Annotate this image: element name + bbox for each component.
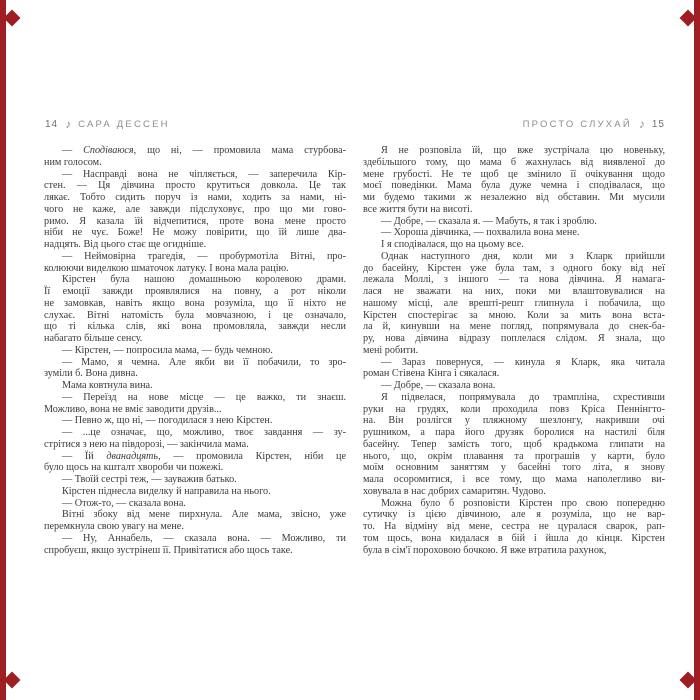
text-line: ним голосом. [44,156,102,168]
paragraph [363,251,665,357]
text-line: Мама ковтнула вина. [62,380,153,391]
text-line: лякає. Тобто сидить поруч із нами, ходить за нами, ні- [44,192,346,203]
text-line: — Насправді вона не чіпляється, — заперечила Кір- [62,168,346,180]
paragraph [363,145,665,216]
paragraph [44,498,346,510]
paragraph [44,274,346,345]
corner-ornament-icon [4,672,21,689]
paragraph [363,227,665,239]
paragraph [44,145,346,169]
text-line: — Мамо, я чемна. Але якби ви її побачили, то зро- [62,356,346,368]
text-line: ніби не чує. Боже! Не можу повірити, що їй лише два- [44,227,346,239]
paragraph [44,533,346,557]
text-line: руки на грудях, коли проходила повз Кріса Пеннінгто- [363,403,665,415]
left-page-text [44,145,346,556]
text-line: рушником, а пара його друзяк боролися на настилі біля [363,427,665,438]
paragraph [44,451,346,475]
text-line: лежала Моллі, з іншого — та нова дівчина. Я намага- [363,274,665,286]
text-line: Я не розповіла їй, що вже зустрічала цю новеньку, [381,145,665,156]
text-line: мене грубості. Не те щоб це змінило її очікування щодо [363,168,665,180]
text-line: стрітися з нею на півдорозі, — закінчила мама. [44,438,249,450]
right-header-title: ПРОСТО СЛУХАЙ [522,118,632,130]
paragraph [363,357,665,381]
text-line: моїм основним заняттям у басейні того літа, я знову [363,462,665,474]
text-line: — Певно ж, що ні, — погодилася з нею Кірстен. [62,415,273,427]
text-line: перемкнула свою увагу на мене. [44,521,184,532]
text-line: Можливо, вона не вміє заводити друзів... [44,403,222,415]
text-line: — Їй дванадцять, — промовила Кірстен, ніби це [62,450,346,462]
text-line: до басейну, Кірстен уже була там, з одного боку від неї [363,262,665,274]
text-line: — Неймовірна трагедія, — пробурмотіла Вітні, про- [62,250,346,262]
text-line: що ті кілька слів, які вона промовляла, завжди несли [44,321,346,333]
text-line: — Добре, — сказала я. — Мабуть, я так і зроблю. [381,215,597,227]
red-page-edge-right [694,0,700,700]
paragraph [44,486,346,498]
text-line: ховувала в нас добрих самаритян. Чудово. [363,485,546,497]
text-line: не замовкав, навіть якщо вона розуміла, що її ніхто не [44,297,346,309]
paragraph [44,251,346,275]
text-line: — Кірстен, — попросила мама, — будь чемною. [62,344,273,356]
text-line: зуміли б. Вона дивна. [44,368,138,380]
text-line: нього, що, окрім плавання та програшів у карти, було [363,450,665,462]
text-line: Кірстен була нашою домашньою королевою драми. [62,274,346,286]
right-page-text [363,145,665,556]
paragraph [44,345,346,357]
right-page-number: 15 [651,118,665,130]
paragraph [44,169,346,251]
text-line: римо. Я казала їй відчепитися, проте вона мене просто [44,215,346,227]
text-line: сутичку із цією дівчиною, але я розуміла, що не вар- [363,509,665,521]
text-line: спробуєш, якщо зустрінеш її. Привітатися або щось таке. [44,544,293,556]
text-line: — Зараз повернуся, — кинула я Кларк, яка читала [381,356,665,368]
text-line: — ...це означає, що, можливо, твоє завдання — зу- [62,427,346,438]
text-line: — Добре, — сказала вона. [381,380,496,391]
paragraph [363,239,665,251]
text-line: ми будемо такими ж незалежно від обставин. Ми мусили [363,192,665,203]
text-line: ла й, кинувши на мене погляд, попрямувала до снек-ба- [363,321,665,333]
text-line: мала осоромитися, і все тому, що мама наполегливо ви- [363,474,665,485]
text-line: моєї поведінки. Мама була дуже чемна і сподівалася, що [363,180,665,192]
text-line: том щось, вона кидалася в бій і йшла до кінця. Кірстен [363,532,665,544]
text-line: ру, нова дівчина відразу поплелася слідом. Я знала, що [363,333,665,344]
text-line: слухає. Вітні натомість була мовчазною, і це означало, [44,309,346,321]
paragraph [363,498,665,557]
paragraph [44,474,346,486]
text-line: Кірстен спостерігає за мною. Коли за мить вона вста- [363,309,665,321]
text-line: колюючи виделкою шматочок латуку. І вона мала рацію. [44,262,289,274]
text-line: Можна було б розповісти Кірстен про свою попередню [381,497,665,509]
text-line: — Ну, Аннабель, — сказала вона. — Можливо, ти [62,532,346,544]
text-line: І я сподівалася, що на цьому все. [381,239,524,250]
text-line: Я підвелася, попрямувала до трампліна, схрестивши [381,391,665,403]
text-line: Однак наступного дня, коли ми з Кларк прийшли [381,250,665,262]
text-line: басейну. Тепер замість того, щоб крадькома глипати на [363,438,665,450]
left-page-number: 14 [45,118,59,130]
text-line: — Хороша дівчинка, — похвалила вона мене. [381,227,580,239]
music-note-icon: ♪ [65,117,72,131]
text-line: Її емоції завжди проявлялися на повну, а рот ніколи [44,286,346,297]
text-line: стен. — Ця дівчина просто крутиться довкола. Це так [44,180,346,192]
paragraph [44,415,346,427]
text-line: була в сім'ї пороховою бочкою. Я вже втратила рахунок, [363,544,607,556]
text-line: то. На відміну від мене, сестра не цуралася сварок, рап- [363,521,665,532]
text-line: — Сподіваюся, що ні, — промовила мама стурбова- [62,145,347,156]
corner-ornament-icon [4,10,21,27]
text-line: набагато більше сенсу. [44,333,143,344]
text-line: Кірстен піднесла виделку й направила на нього. [62,485,271,497]
text-line: — Отож-то, — сказала вона. [62,497,186,509]
text-line: було щось на кшталт хвороби чи пожежі. [44,462,224,474]
text-line: здебільшого тому, що мама б жахнулась від виявленої до [363,156,665,168]
text-line: роман Стівена Кінга і сякалася. [363,368,500,380]
music-note-icon: ♪ [638,117,645,131]
text-line: все життя бути на висоті. [363,203,473,215]
text-line: на. Він розлігся у пляжному шезлонгу, накривши очі [363,415,665,427]
text-line: — Твоїй сестрі теж, — зауважив батько. [62,474,237,485]
text-line: лася не зважати на них, поки ми влаштовувалися на [363,286,665,297]
text-line: Вітні збоку від мене пирхнула. Але мама, звісно, уже [62,509,346,521]
paragraph [44,380,346,392]
paragraph [44,392,346,416]
text-line: — Переїзд на нове місце — це важко, ти знаєш. [62,391,346,403]
left-header-title: САРА ДЕССЕН [78,118,170,130]
paragraph [363,216,665,228]
text-line: мені робити. [363,344,419,356]
red-page-edge-left [0,0,6,700]
paragraph [363,380,665,392]
right-page-running-head [363,117,665,131]
paragraph [363,392,665,498]
left-page-running-head [45,117,170,131]
paragraph [44,427,346,451]
paragraph [44,509,346,533]
paragraph [44,357,346,381]
text-line: надцять. Від цього стає ще огидніше. [44,239,207,250]
text-line: чого не каже, але завжди підслуховує, про що ми гово- [44,203,346,215]
text-line: нашому місці, але врешті-решт глипнула і побачила, що [363,297,665,309]
